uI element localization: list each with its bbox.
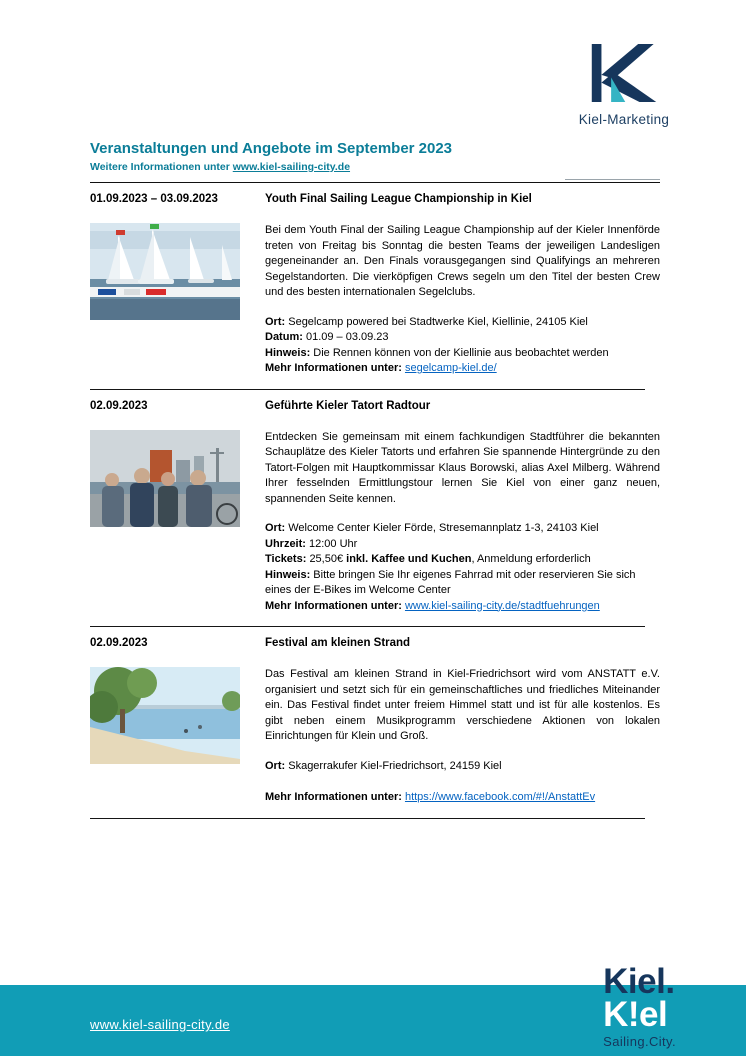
event-more-info: Mehr Informationen unter: segelcamp-kiel.de/ xyxy=(265,362,497,374)
event-more-info: Mehr Informationen unter: https://www.facebook.com/#!/AnstattEv xyxy=(265,791,596,803)
tatort-bike-tour-photo xyxy=(90,430,240,527)
brand-logo xyxy=(568,44,680,127)
logo-line-kiel: Kiel. xyxy=(603,962,675,1002)
page-title: Veranstaltungen und Angebote im September 2023 xyxy=(90,140,453,157)
event-link[interactable]: segelcamp-kiel.de/ xyxy=(404,362,497,374)
footer-url-link[interactable]: www.kiel-sailing-city.de xyxy=(90,1017,230,1032)
header-rule-short xyxy=(565,179,660,180)
event-date: 01.09.2023 – 03.09.2023 xyxy=(90,193,218,205)
event-link[interactable]: https://www.facebook.com/#!/AnstattEv xyxy=(404,791,596,803)
event-detail-tickets: Tickets: 25,50€ inkl. Kaffee und Kuchen, Anmeldung erforderlich xyxy=(265,553,591,565)
event-detail-uhrzeit: Uhrzeit: 12:00 Uhr xyxy=(265,537,358,550)
section-separator xyxy=(90,389,645,390)
event-date: 02.09.2023 xyxy=(90,637,148,649)
subtitle-link[interactable]: www.kiel-sailing-city.de xyxy=(232,161,351,173)
event-title: Festival am kleinen Strand xyxy=(265,637,411,649)
event-description: Entdecken Sie gemeinsam mit einem fachkundigen Stadtführer die bekannten Schauplätze des Kieler Tatorts und erfahren Sie spannende Hintergründe zu den Tatort-Folgen mit Hauptkommissar Klaus Borowski, alias Axel Milberg. Während Ihrer fesselnden Ermittlungstour lernen Sie Kiel von einer ganz neuen, spannenden Seite kennen. xyxy=(265,430,660,505)
event-description: Das Festival am kleinen Strand in Kiel-Friedrichsort wird vom ANSTATT e.V. organisiert und setzt sich für ein gemeinschaftliches und friedliches Miteinander ein. Das Festival findet unter freiem Himmel statt und ist für alle kostenlos. Es gibt neben einem Musikprogramm verschiedene Aktionen von lokalen Einrichtungen für Klein und Groß. xyxy=(265,668,660,742)
logo-line-kiel-inverse: K!el xyxy=(603,995,668,1035)
section-separator xyxy=(90,818,645,819)
event-section-3 xyxy=(90,635,660,806)
subtitle-prefix: Weitere Informationen unter xyxy=(90,161,230,173)
event-title: Geführte Kieler Tatort Radtour xyxy=(265,399,431,412)
event-date: 02.09.2023 xyxy=(90,399,148,412)
page-subtitle xyxy=(90,161,660,173)
event-description: Bei dem Youth Final der Sailing League Championship auf der Kieler Innenförde treten von Freitag bis Sonntag die besten Teams der jeweiligen Landesligen gegeneinander an. Den Finals vorausgegangen sind Qualifyings an mehreren Segelstandorten. Die vierköpfigen Crews segeln um den Titel der besten Crew und des besten internationalen Segelclubs. xyxy=(265,224,660,298)
event-detail-ort: Ort: Segelcamp powered bei Stadtwerke Kiel, Kiellinie, 24105 Kiel xyxy=(265,315,588,328)
event-detail-hinweis: Hinweis: Die Rennen können von der Kiellinie aus beobachtet werden xyxy=(265,346,609,359)
event-link[interactable]: www.kiel-sailing-city.de/stadtfuehrungen xyxy=(404,599,600,612)
event-more-info: Mehr Informationen unter: www.kiel-sailing-city.de/stadtfuehrungen xyxy=(265,599,600,612)
event-detail-datum: Datum: 01.09 – 03.09.23 xyxy=(265,331,389,343)
kiel-sailing-city-logo xyxy=(603,962,676,1049)
event-section-2 xyxy=(90,398,660,615)
beach-festival-photo xyxy=(90,667,240,764)
event-title: Youth Final Sailing League Championship in Kiel xyxy=(265,193,532,205)
kiel-marketing-k-logo-icon xyxy=(591,89,657,106)
logo-caption: Sailing.City. xyxy=(603,1033,676,1049)
event-detail-hinweis: Hinweis: Bitte bringen Sie Ihr eigenes Fahrrad mit oder reservieren Sie sich eines der E-Bikes im Welcome Center xyxy=(265,568,636,596)
sailing-regatta-photo xyxy=(90,223,240,320)
header-rule xyxy=(90,182,660,183)
event-detail-ort: Ort: Welcome Center Kieler Förde, Stresemannplatz 1-3, 24103 Kiel xyxy=(265,522,599,534)
event-detail-ort: Ort: Skagerrakufer Kiel-Friedrichsort, 24159 Kiel xyxy=(265,759,502,772)
brand-name: Kiel-Marketing xyxy=(578,112,670,127)
event-section-1 xyxy=(90,191,660,377)
section-separator xyxy=(90,626,645,627)
